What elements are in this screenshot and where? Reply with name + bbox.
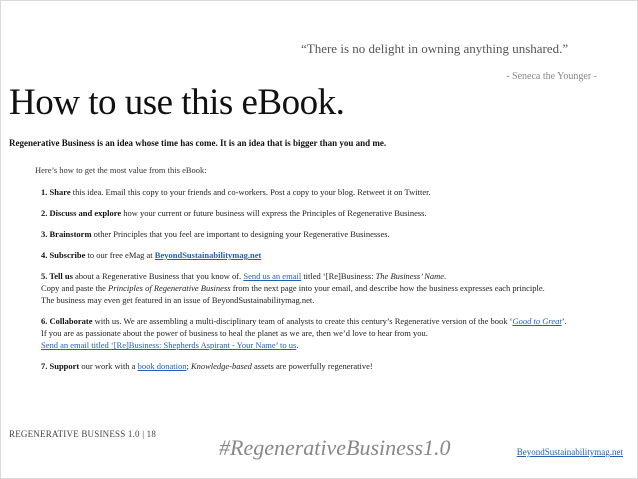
item-text: how your current or future business will express the Principles of Regenerative Business.: [121, 208, 427, 218]
item-lead: 4. Subscribe: [41, 250, 86, 260]
item-text: our work with a: [79, 361, 138, 371]
item-text: .: [296, 340, 299, 350]
item-italic: The Business’ Name: [375, 271, 445, 281]
page-quote: “There is no delight in owning anything unshared.”: [301, 41, 569, 56]
item-lead: 5. Tell us: [41, 271, 73, 281]
footer-hashtag: #RegenerativeBusiness1.0: [219, 435, 451, 460]
item-text: ;: [186, 361, 191, 371]
item-text: ’.: [561, 316, 567, 326]
book-donation-link[interactable]: book donation: [137, 361, 187, 371]
item-text: from the next page into your email, and describe how the business expresses each principle.: [230, 283, 545, 293]
item-lead: 3. Brainstorm: [41, 229, 92, 239]
item-text: to our free eMag at: [85, 250, 155, 260]
list-item-tell-us: [41, 270, 621, 306]
item-lead: 2. Discuss and explore: [41, 208, 122, 218]
item-italic: Knowledge-based: [190, 361, 252, 371]
emag-link[interactable]: BeyondSustainabilitymag.net: [154, 250, 262, 260]
quote-author: - Seneca the Younger -: [506, 71, 597, 82]
good-to-great-link[interactable]: Good to Great: [512, 316, 562, 326]
item-italic: Principles of Regenerative Business: [108, 283, 231, 293]
item-text: assets are powerfully regenerative!: [251, 361, 373, 371]
page-title: How to use this eBook.: [9, 82, 345, 123]
item-text: with us. We are assembling a multi-disciplinary team of analysts to create this century’s Regenerative version of the book ‘: [92, 316, 513, 326]
list-item-subscribe: [41, 249, 621, 261]
collaborate-email-link[interactable]: Send an email titled ‘[Re]Business: Shepherds Aspirant - Your Name’ to us: [41, 340, 297, 350]
list-item-brainstorm: [41, 228, 621, 240]
item-text: Copy and paste the: [41, 283, 109, 293]
tagline: Regenerative Business is an idea whose time has come. It is an idea that is bigger than you and me.: [9, 138, 387, 148]
item-text: about a Regenerative Business that you know of.: [72, 271, 244, 281]
item-text: The business may even get featured in an issue of BeyondSustainabilitymag.net.: [41, 295, 315, 305]
footer-page-label: REGENERATIVE BUSINESS 1.0 | 18: [9, 429, 157, 439]
item-lead: 7. Support: [41, 361, 80, 371]
item-text: titled ‘[Re]Business:: [301, 271, 376, 281]
list-item-discuss: [41, 207, 621, 219]
list-item-support: [41, 360, 621, 372]
list-item-collaborate: [41, 315, 621, 351]
item-text: If you are as passionate about the power of business to heal the planet as we are, then we’d love to hear from you.: [41, 328, 428, 338]
send-email-link[interactable]: Send us an email: [243, 271, 302, 281]
item-text: other Principles that you feel are important to designing your Regenerative Businesses.: [91, 229, 390, 239]
list-item-share: [41, 186, 621, 198]
item-lead: 6. Collaborate: [41, 316, 93, 326]
instructions-list: [41, 186, 621, 381]
item-text: .: [444, 271, 447, 281]
item-lead: 1. Share: [41, 187, 71, 197]
footer-site-link[interactable]: BeyondSustainabilitymag.net: [516, 447, 623, 457]
intro-text: Here’s how to get the most value from this eBook:: [35, 165, 207, 175]
item-text: this idea. Email this copy to your friends and co-workers. Post a copy to your blog. Retweet it on Twitter.: [70, 187, 431, 197]
